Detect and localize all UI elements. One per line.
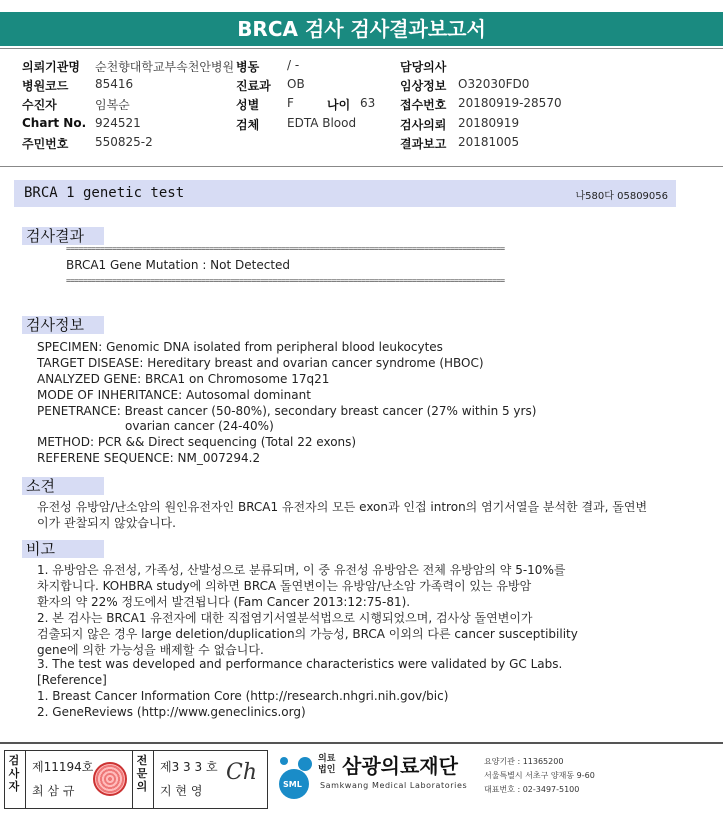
remark-line: 검출되지 않은 경우 large deletion/duplication의 가능성, BRCA 이외의 다른 cancer susceptibility (37, 627, 578, 641)
report-title: BRCA 검사 검사결과보고서 (0, 12, 723, 46)
info-line: TARGET DISEASE: Hereditary breast and ovarian cancer syndrome (HBOC) (37, 356, 484, 370)
hospital-code-value: 85416 (95, 77, 134, 91)
remark-line: 환자의 약 22% 정도에서 발견됩니다 (Fam Cancer 2013:12:75-81). (37, 595, 411, 609)
header-top-rule (0, 48, 723, 49)
result-heading: 검사결과 (22, 227, 104, 245)
inspector-label: 검 사 자 (8, 754, 20, 793)
org-code: 요양기관 : 11365200 (484, 757, 564, 766)
age-label: 나이 (327, 98, 351, 112)
ward-label: 병동 (236, 60, 260, 74)
request-label: 검사의뢰 (400, 118, 447, 132)
request-value: 20180919 (458, 116, 520, 130)
inspector-number: 제11194호 (32, 760, 94, 774)
info-line: SPECIMEN: Genomic DNA isolated from peripheral blood leukocytes (37, 340, 443, 354)
sml-logo-icon (272, 752, 316, 802)
chart-value: 924521 (95, 116, 141, 130)
specimen-value: EDTA Blood (287, 116, 357, 130)
sex-value: F (287, 96, 294, 110)
id-label: 주민번호 (22, 137, 69, 151)
dept-value: OB (287, 77, 305, 91)
clinical-value: O32030FD0 (458, 77, 530, 91)
id-value: 550825-2 (95, 135, 153, 149)
institution-label: 의뢰기관명 (22, 60, 80, 74)
specimen-label: 검체 (236, 118, 260, 132)
opinion-line: 이가 관찰되지 않았습니다. (37, 516, 176, 530)
remark-line: [Reference] (37, 673, 107, 687)
remark-heading: 비고 (22, 540, 104, 558)
org-phone: 대표번호 : 02-3497-5100 (484, 785, 580, 794)
result-text: BRCA1 Gene Mutation : Not Detected (66, 258, 291, 272)
test-name-bar (14, 180, 676, 207)
info-line: REFERENE SEQUENCE: NM_007294.2 (37, 451, 261, 465)
remark-line: 차지합니다. KOHBRA study에 의하면 BRCA 돌연변이는 유방암/난소암 가족력이 있는 유방암 (37, 579, 532, 593)
inspector-name: 최 삼 규 (32, 784, 75, 798)
result-divider-top: ======================================================================================================== (66, 244, 505, 253)
remark-line: 2. 본 검사는 BRCA1 유전자에 대한 직접염기서열분석법으로 시행되었으며, 검사상 돌연변이가 (37, 611, 533, 625)
header-bottom-rule (0, 166, 723, 167)
info-line: METHOD: PCR && Direct sequencing (Total 22 exons) (37, 435, 357, 449)
receipt-value: 20180919-28570 (458, 96, 562, 110)
receipt-label: 접수번호 (400, 98, 447, 112)
result-divider-bottom: ======================================================================================================== (66, 276, 505, 285)
footer (0, 744, 723, 815)
info-line: ANALYZED GENE: BRCA1 on Chromosome 17q21 (37, 372, 330, 386)
test-name: BRCA 1 genetic test (24, 185, 185, 201)
org-address: 서울특별시 서초구 양재동 9-60 (484, 771, 595, 780)
report-date-label: 결과보고 (400, 137, 447, 151)
remark-line: gene에 의한 가능성을 배제할 수 없습니다. (37, 643, 264, 657)
patient-value: 임복순 (95, 98, 130, 112)
patient-label: 수진자 (22, 98, 57, 112)
remark-line: 1. Breast Cancer Information Core (http://research.nhgri.nih.gov/bic) (37, 689, 449, 703)
clinical-label: 임상정보 (400, 79, 447, 93)
specialist-name: 지 현 영 (160, 784, 203, 798)
info-heading: 검사정보 (22, 316, 104, 334)
signature: Ch (226, 760, 258, 785)
institution-value: 순천향대학교부속천안병원 (95, 60, 235, 74)
report-date-value: 20181005 (458, 135, 520, 149)
opinion-heading: 소견 (22, 477, 104, 495)
specialist-number: 제3 3 3 호 (160, 760, 218, 774)
logo-text: SML (283, 780, 302, 789)
remark-line: 3. The test was developed and performance characteristics were validated by GC Labs. (37, 657, 563, 671)
org-name: 삼광의료재단 (342, 754, 458, 778)
ward-value: / - (287, 58, 300, 72)
chart-label: Chart No. (22, 116, 87, 130)
info-line: ovarian cancer (24-40%) (125, 419, 274, 433)
sex-label: 성별 (236, 98, 260, 112)
opinion-line: 유전성 유방암/난소암의 원인유전자인 BRCA1 유전자의 모든 exon과 인접 intron의 염기서열을 분석한 결과, 돌연변 (37, 500, 648, 514)
dept-label: 진료과 (236, 79, 271, 93)
age-value: 63 (360, 96, 376, 110)
inspector-seal (93, 762, 127, 796)
info-line: PENETRANCE: Breast cancer (50-80%), secondary breast cancer (27% within 5 yrs) (37, 404, 537, 418)
org-english-name: Samkwang Medical Laboratories (320, 781, 468, 790)
info-line: MODE OF INHERITANCE: Autosomal dominant (37, 388, 311, 402)
remark-line: 1. 유방암은 유전성, 가족성, 산발성으로 분류되며, 이 중 유전성 유방암은 전체 유방암의 약 5-10%를 (37, 563, 566, 577)
hospital-code-label: 병원코드 (22, 79, 69, 93)
doctor-label: 담당의사 (400, 60, 447, 74)
test-code: 나580다 05809056 (575, 191, 668, 202)
org-small-label: 의료법인 (318, 754, 336, 775)
remark-line: 2. GeneReviews (http://www.geneclinics.org) (37, 705, 306, 719)
specialist-label: 전 문 의 (136, 754, 148, 793)
patient-header (0, 56, 723, 164)
